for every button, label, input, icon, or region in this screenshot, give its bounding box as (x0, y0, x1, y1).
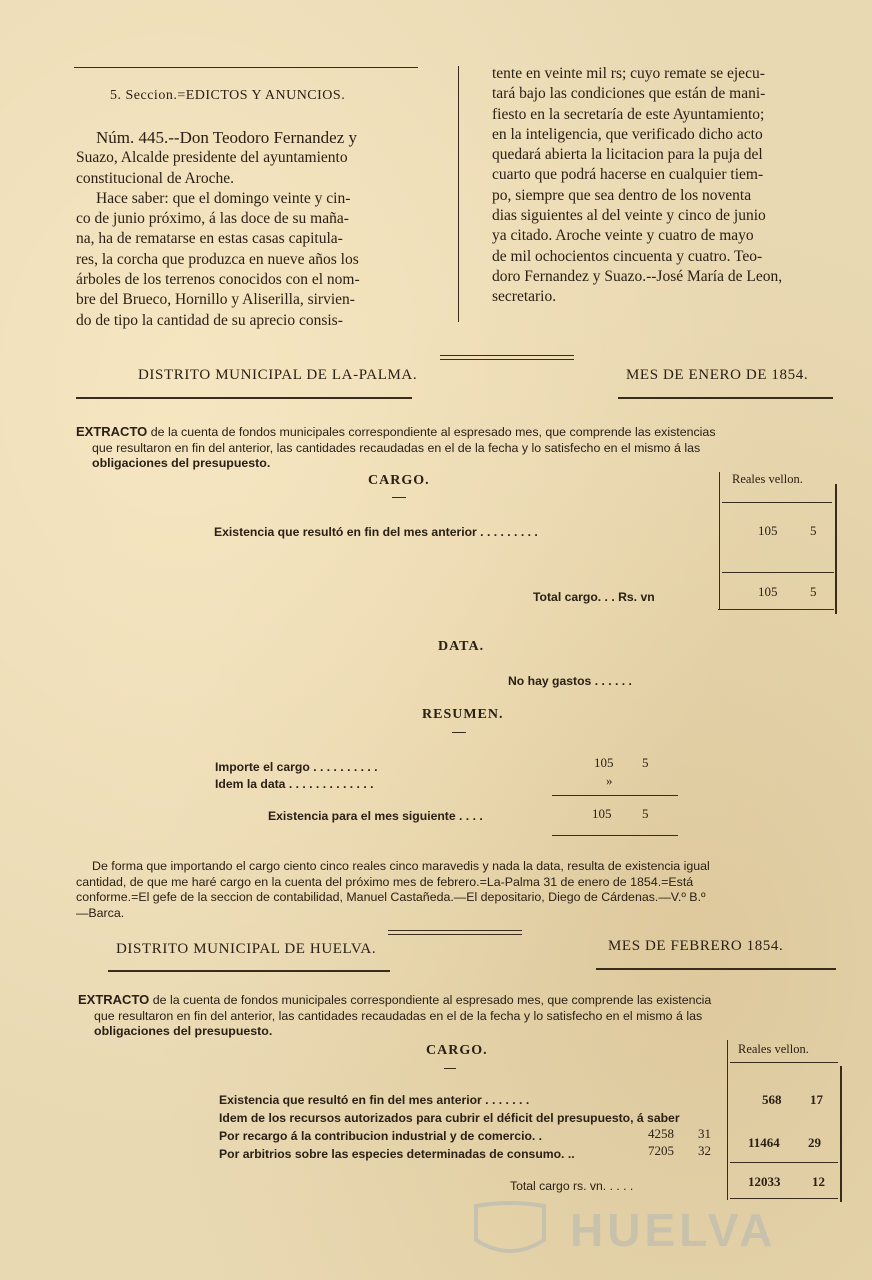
extract-lead: EXTRACTO (76, 424, 148, 439)
edict-line: Hace saber: que el domingo veinte y cin- (96, 189, 351, 207)
ornament-rule (440, 355, 574, 356)
edict-line: res, la corcha que produzca en nueve años los (76, 250, 359, 268)
sum-rule (552, 835, 678, 836)
row-amount: 4258 (648, 1126, 674, 1141)
edict-line: fiesto en la secretaría de este Ayuntamiento; (492, 105, 765, 123)
row-amount-frac: 31 (698, 1126, 711, 1141)
total-cargo-label: Total cargo rs. vn. . . . . (510, 1179, 634, 1193)
wavy-rule (108, 970, 390, 972)
edict-left-column (76, 128, 422, 331)
table-rule (730, 1062, 838, 1063)
edict-line: secretario. (492, 288, 557, 306)
row-total-frac: 17 (810, 1092, 823, 1107)
table-rule (840, 1066, 842, 1202)
wavy-rule (596, 968, 836, 970)
edict-right-column (492, 64, 840, 308)
table-rule (722, 572, 834, 573)
resumen-heading: RESUMEN. (422, 707, 504, 722)
no-gastos: No hay gastos . . . . . . (508, 674, 632, 688)
edict-line: doro Fernandez y Suazo.--José María de Leon, (492, 267, 783, 285)
existencia-maravedis: 5 (810, 523, 817, 538)
importe-maravedis: 5 (642, 755, 649, 770)
edict-line: Suazo, Alcalde presidente del ayuntamiento (76, 149, 348, 167)
month-title: MES DE ENERO DE 1854. (626, 367, 809, 383)
total-maravedis: 12 (812, 1174, 825, 1189)
edict-line: de mil ochocientos cincuenta y cuatro. Teo- (492, 247, 763, 265)
edict-line: Núm. 445.--Don Teodoro Fernandez y (96, 128, 357, 147)
edict-line: quedará abierta la licitacion para la puja del (492, 146, 763, 164)
total-reales: 105 (758, 584, 778, 599)
edict-line: po, siempre que sea dentro de los noventa (492, 186, 752, 204)
table-rule (835, 484, 837, 614)
extract-line: que resultaron en fin del anterior, las cantidades recaudadas en el de la fecha y lo satisfecho en el mismo á las (94, 1008, 703, 1023)
table-rule (722, 502, 832, 503)
closing-line: —Barca. (76, 905, 125, 920)
table-rule (727, 1040, 728, 1200)
edict-line: constitucional de Aroche. (76, 169, 234, 187)
edict-line: tará bajo las condiciones que están de mani- (492, 85, 766, 103)
edict-line: dias siguientes al del veinte y cinco de junio (492, 207, 766, 225)
cargo-heading: CARGO. (426, 1043, 488, 1058)
closing-line: cantidad, de que me haré cargo en la cuenta del próximo mes de febrero.=La-Palma 31 de enero de 1854.=Está (76, 874, 694, 889)
existencia-siguiente-maravedis: 5 (642, 806, 649, 821)
idem-value: » (606, 773, 613, 788)
existencia-reales: 105 (758, 523, 778, 538)
row-amount: 7205 (648, 1143, 674, 1158)
currency-header: Reales vellon. (738, 1042, 809, 1056)
short-dash (392, 497, 406, 498)
edict-line: árboles de los terrenos conocidos con el nom- (76, 271, 360, 289)
edict-line: tente en veinte mil rs; cuyo remate se ejecu- (492, 65, 765, 82)
short-dash (444, 1068, 456, 1069)
month-title: MES DE FEBRERO 1854. (608, 938, 784, 954)
edict-line: do de tipo la cantidad de su aprecio consis- (76, 311, 343, 329)
total-maravedis: 5 (810, 584, 817, 599)
table-rule (730, 1162, 838, 1163)
table-rule (718, 609, 834, 610)
data-heading: DATA. (438, 639, 485, 654)
edict-line: cuarto que podrá hacerse en cualquier tiem- (492, 166, 764, 184)
table-rule (719, 472, 720, 610)
top-rule-left (74, 67, 418, 68)
sum-rule (552, 795, 678, 796)
extract-line: obligaciones del presupuesto. (94, 1024, 273, 1039)
table-row: Existencia que resultó en fin del mes anterior . . . . . . . (219, 1093, 530, 1107)
svg-text:HUELVA: HUELVA (570, 1204, 777, 1256)
short-dash (452, 732, 466, 733)
extract-lead: EXTRACTO (78, 992, 150, 1007)
column-divider (458, 66, 459, 322)
archive-logo (470, 1200, 790, 1262)
importe-label: Importe el cargo . . . . . . . . . . (215, 760, 378, 774)
wavy-rule (76, 397, 412, 399)
importe-reales: 105 (594, 755, 614, 770)
district-title: DISTRITO MUNICIPAL DE HUELVA. (116, 941, 377, 957)
closing-line: conforme.=El gefe de la seccion de contabilidad, Manuel Castañeda.—El depositario, Diego de Cárdenas.—V.º B.º (76, 890, 706, 905)
extract-line: de la cuenta de fondos municipales correspondiente al espresado mes, que comprende las existencia (152, 993, 712, 1007)
ornament-rule (388, 930, 522, 931)
extract-paragraph (78, 992, 844, 1040)
row-total-frac: 29 (808, 1135, 821, 1150)
ornament-rule (388, 934, 522, 935)
district-title: DISTRITO MUNICIPAL DE LA-PALMA. (138, 367, 418, 383)
row-amount-frac: 32 (698, 1143, 711, 1158)
edict-line: en la inteligencia, que verificado dicho acto (492, 125, 763, 143)
row-total: 568 (762, 1092, 782, 1107)
wavy-rule (618, 397, 833, 399)
existencia-label: Existencia que resultó en fin del mes anterior . . . . . . . . . (214, 525, 538, 539)
cargo-heading: CARGO. (368, 473, 430, 488)
table-rule (730, 1198, 838, 1199)
table-row: Idem de los recursos autorizados para cubrir el déficit del presupuesto, á saber (219, 1111, 680, 1125)
edict-line: bre del Brueco, Hornillo y Aliserilla, sirvien- (76, 291, 355, 309)
total-reales: 12033 (748, 1174, 781, 1189)
idem-label: Idem la data . . . . . . . . . . . . . (215, 777, 374, 791)
closing-paragraph (76, 859, 842, 921)
table-row: Por recargo á la contribucion industrial y de comercio. . (219, 1129, 543, 1143)
extract-line: obligaciones del presupuesto. (92, 456, 271, 471)
extract-line: que resultaron en fin del anterior, las cantidades recaudadas en el de la fecha y lo satisfecho en el mismo á las (92, 440, 701, 455)
edict-line: co de junio próximo, á las doce de su maña- (76, 210, 349, 228)
existencia-siguiente-label: Existencia para el mes siguiente . . . . (268, 809, 483, 823)
row-total: 11464 (748, 1135, 780, 1150)
edict-line: na, ha de rematarse en estas casas capitula- (76, 230, 343, 248)
ornament-rule (440, 359, 574, 360)
edict-line: ya citado. Aroche veinte y cuatro de mayo (492, 227, 754, 245)
archive-logo-icon (470, 1200, 790, 1262)
section-heading: 5. Seccion.=EDICTOS Y ANUNCIOS. (110, 88, 346, 103)
extract-line: de la cuenta de fondos municipales correspondiente al espresado mes, que comprende las existencias (150, 425, 716, 439)
existencia-siguiente-reales: 105 (592, 806, 612, 821)
closing-line: De forma que importando el cargo ciento cinco reales cinco maravedis y nada la data, resulta de existencia igual (92, 859, 710, 873)
extract-paragraph (76, 424, 842, 472)
table-row: Por arbitrios sobre las especies determinadas de consumo. .. (219, 1147, 575, 1161)
currency-header: Reales vellon. (732, 472, 803, 486)
total-cargo-label: Total cargo. . . Rs. vn (533, 590, 655, 604)
